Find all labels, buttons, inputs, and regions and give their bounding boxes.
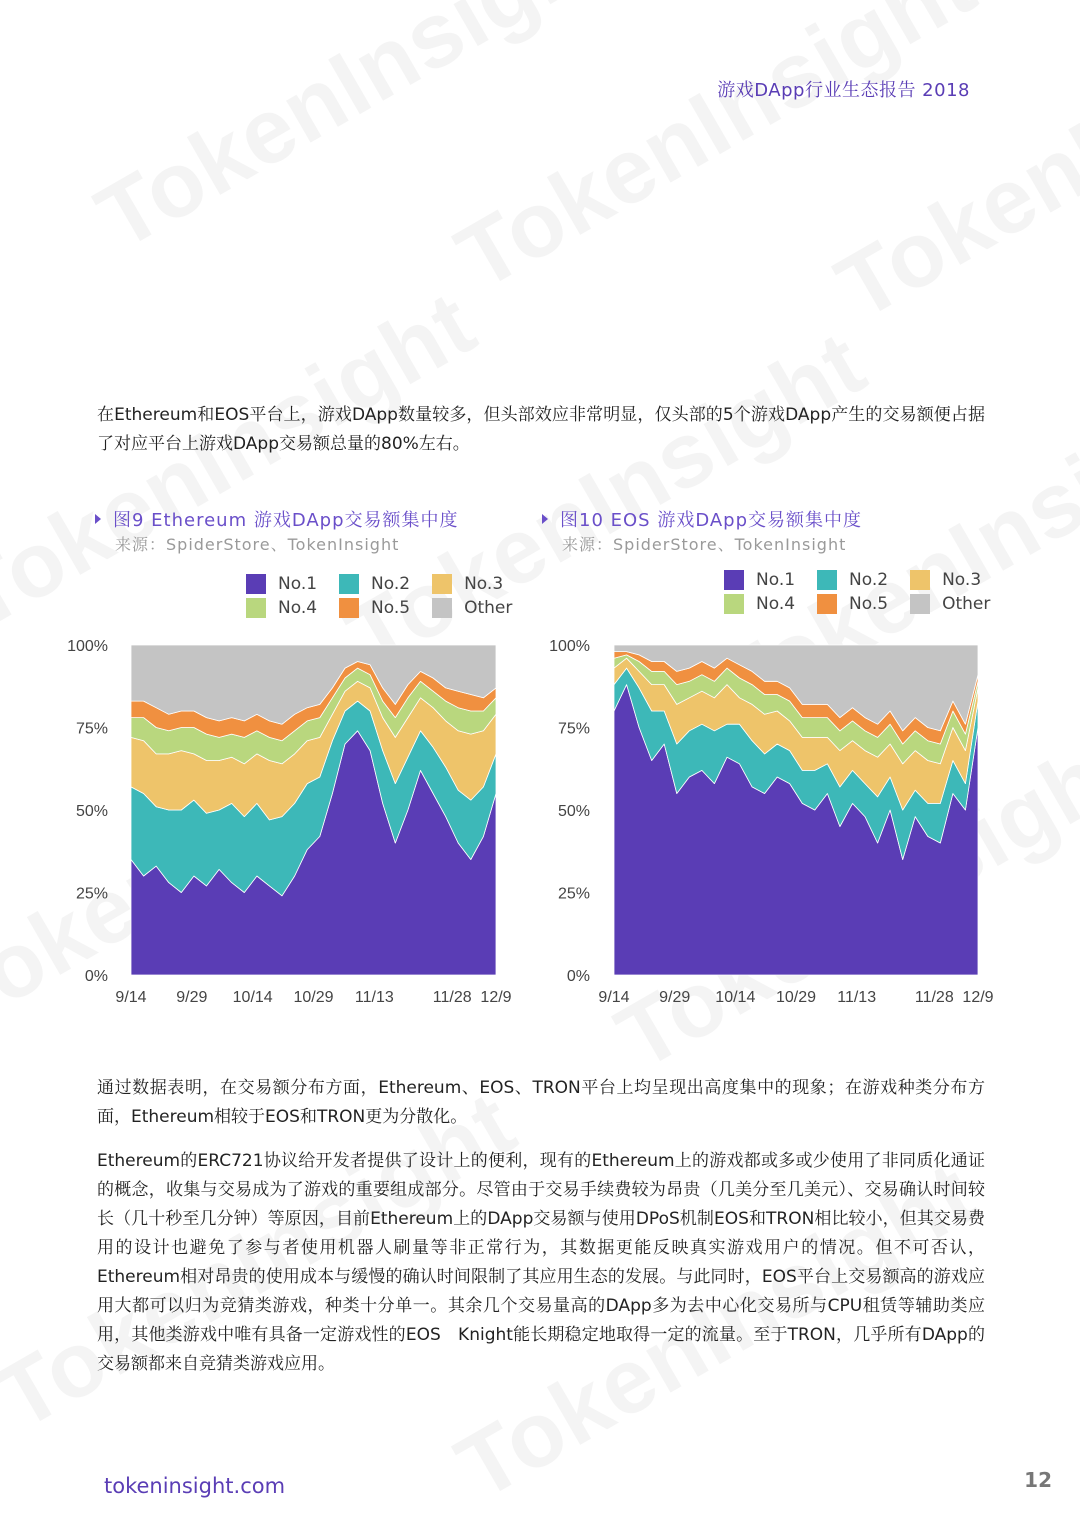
page-number: 12 [1024, 1468, 1052, 1492]
legend-label: Other [942, 594, 991, 614]
y-tick-label: 50% [75, 803, 108, 820]
legend-label: No.2 [849, 570, 889, 590]
x-tick-label: 9/29 [659, 989, 691, 1006]
x-tick-label: 9/14 [598, 989, 630, 1006]
y-tick-label: 25% [557, 885, 590, 903]
y-tick-label: 75% [557, 720, 590, 738]
x-tick-label: 10/14 [715, 989, 756, 1006]
x-tick-label: 10/14 [232, 989, 273, 1006]
paragraph-3: Ethereum的ERC721协议给开发者提供了设计上的便利，现有的Ethereum上的游戏都或多或少使用了非同质化通证的概念，收集与交易成为了游戏的重要组成部分。尽管由于交易手续费较为昂贵（几美分至几美元）、交易确认时间较长（几十秒至几分钟）等原因，目前Ethereum上的DApp交易额与使用DPoS机制EOS和TRON相比较小，但其交易费用的设计也避免了参与者使用机器人刷量等非正常行为，其数据更能反映真实游戏用户的情况。但不可否认，Ethereum相对昂贵的使用成本与缓慢的确认时间限制了其应用生态的发展。与此同时，EOS平台上交易额高的游戏应用大都可以归为竞猜类游戏，种类十分单一。其余几个交易量高的DApp多为去中心化交易所与CPU租赁等辅助类应用，其他类游戏中唯有具备一定游戏性的EOS Knight能长期稳定地取得一定的流量。至于TRON，几乎所有DApp的交易额都来自竞猜类游戏应用。 [97, 1151, 985, 1374]
y-tick-label: 25% [75, 885, 108, 903]
legend-label: No.4 [278, 598, 318, 618]
y-tick-label: 100% [549, 638, 590, 655]
legend-label: No.2 [371, 574, 411, 594]
footer-url[interactable]: tokeninsight.com [104, 1474, 286, 1498]
x-tick-label: 10/29 [293, 989, 334, 1006]
x-tick-label: 12/9 [480, 989, 512, 1006]
paragraph-2: 通过数据表明，在交易额分布方面，Ethereum、EOS、TRON平台上均呈现出高度集中的现象；在游戏种类分布方面，Ethereum相较于EOS和TRON更为分散化。 [97, 1078, 985, 1127]
x-tick-label: 12/9 [962, 989, 994, 1006]
figure-10-title-text: 图10 EOS 游戏DApp交易额集中度 [560, 510, 863, 531]
y-tick-label: 100% [67, 638, 108, 655]
legend-label: No.3 [942, 570, 982, 590]
legend-label: No.5 [371, 598, 411, 618]
legend-label: No.4 [756, 594, 796, 614]
figure-9-source: 来源：SpiderStore、TokenInsight [115, 535, 400, 554]
legend-label: No.1 [756, 570, 796, 590]
y-tick-label: 0% [566, 968, 590, 985]
x-tick-label: 11/28 [914, 989, 954, 1006]
y-tick-label: 0% [84, 968, 108, 985]
x-tick-label: 9/14 [115, 989, 147, 1006]
x-tick-label: 11/28 [432, 989, 472, 1006]
x-tick-label: 11/13 [354, 989, 394, 1006]
figure-9-title-text: 图9 Ethereum 游戏DApp交易额集中度 [113, 510, 459, 531]
y-tick-label: 50% [557, 803, 590, 820]
x-tick-label: 10/29 [775, 989, 817, 1006]
legend-label: No.1 [278, 574, 318, 594]
legend-label: Other [464, 598, 513, 618]
x-tick-label: 11/13 [837, 989, 877, 1006]
figure-10-source: 来源：SpiderStore、TokenInsight [562, 535, 847, 554]
legend-label: No.3 [464, 574, 504, 594]
legend-label: No.5 [849, 594, 889, 614]
x-tick-label: 9/29 [176, 989, 208, 1006]
report-title: 游戏DApp行业生态报告 2018 [717, 80, 970, 101]
y-tick-label: 75% [75, 720, 108, 738]
intro-paragraph: 在Ethereum和EOS平台上，游戏DApp数量较多，但头部效应非常明显，仅头部的5个游戏DApp产生的交易额便占据了对应平台上游戏DApp交易额总量的80%左右。 [97, 405, 985, 454]
